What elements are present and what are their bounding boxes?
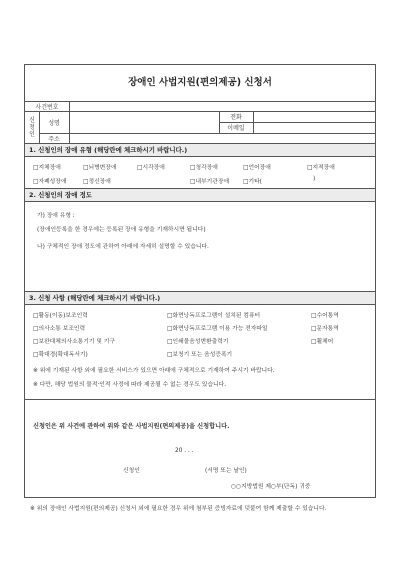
- declaration-divider: [25, 399, 375, 400]
- section3-note: ※ 위에 기재된 사항 외에 필요한 서비스가 있으면 아래에 구체적으로 기재하여 주시기 바랍니다.: [33, 368, 275, 374]
- checkbox-option[interactable]: □언어장애: [243, 165, 271, 171]
- form-title: 장애인 사법지원(편의제공) 신청서: [25, 65, 375, 102]
- applicant-info-table: [25, 101, 375, 143]
- checkbox-option[interactable]: □자폐성장애: [33, 179, 67, 185]
- name-field[interactable]: [69, 111, 219, 133]
- disability-type-note: (장애인등록을 한 경우에는 등록된 장애 유형을 기재하시면 됩니다): [37, 227, 206, 233]
- request-option[interactable]: □인쇄물음성변환출력기: [167, 339, 229, 345]
- email-field[interactable]: [253, 122, 375, 133]
- application-form: [24, 64, 376, 498]
- section1-heading: 1. 신청인의 장애 유형 (해당란에 체크하시기 바랍니다.): [25, 143, 375, 157]
- section3-note: ※ 다만, 해당 법원의 물적‧인적 사정에 따라 제공될 수 없는 경우도 있습니다.: [33, 382, 227, 388]
- table-divider: [69, 101, 70, 143]
- table-divider: [253, 111, 254, 133]
- section2-heading: 2. 신청인의 장애 정도: [25, 188, 375, 202]
- name-label: 성명: [48, 119, 60, 127]
- section3-heading: 3. 신청 사항 (해당란에 체크하시기 바랍니다.): [25, 291, 375, 305]
- request-option[interactable]: □휠체어: [311, 339, 334, 345]
- case-number-field[interactable]: [69, 101, 375, 111]
- checkbox-option[interactable]: □시각장애: [137, 165, 165, 171]
- request-option[interactable]: □화면낭독프로그램 이용 가능 전자파일: [167, 326, 268, 332]
- applicant-group-char: 인: [29, 130, 35, 138]
- checkbox-option[interactable]: □뇌병변장애: [83, 165, 117, 171]
- other-close-paren: ): [313, 176, 316, 182]
- table-divider: [39, 133, 375, 134]
- applicant-group-char: 신: [29, 116, 35, 124]
- checkbox-option[interactable]: □청각장애: [190, 165, 218, 171]
- phone-field[interactable]: [253, 111, 375, 122]
- table-divider: [219, 122, 375, 123]
- applicant-group-label: [25, 111, 39, 143]
- case-number-label: 사건번호: [35, 103, 59, 111]
- request-option[interactable]: □보청기 또는 음성증폭기: [167, 352, 233, 358]
- checkbox-option[interactable]: □지적장애: [307, 165, 335, 171]
- applicant-group-char: 청: [29, 123, 35, 131]
- request-option[interactable]: □활동(이동)보조인력: [33, 313, 88, 319]
- checkbox-option[interactable]: □내부기관장애: [190, 179, 230, 185]
- request-option[interactable]: □의사소통 보조인력: [33, 326, 86, 332]
- court-addressee: ○○지방법원 제○부(단독) 귀중: [231, 484, 311, 490]
- checkbox-option[interactable]: □지체장애: [33, 165, 61, 171]
- signature-field[interactable]: (서명 또는 날인): [205, 468, 247, 474]
- request-option[interactable]: □수어통역: [311, 313, 339, 319]
- checkbox-option[interactable]: □정신장애: [83, 179, 111, 185]
- request-option[interactable]: □화면낭독프로그램이 설치된 컴퓨터: [167, 313, 261, 319]
- applicant-sign-label: 신청인: [123, 468, 140, 474]
- request-option[interactable]: □확대경(확대독서기): [33, 352, 88, 358]
- table-divider: [25, 111, 375, 112]
- email-label: 이메일: [227, 125, 245, 132]
- address-field[interactable]: [69, 133, 375, 143]
- table-divider: [219, 111, 220, 133]
- request-option[interactable]: □문자통역: [311, 326, 339, 332]
- table-divider: [39, 111, 40, 143]
- address-label: 주소: [48, 135, 60, 143]
- request-option[interactable]: □보완대체의사소통기기 및 기구: [33, 339, 115, 345]
- disability-degree-line: 나) 구체적인 장애 정도에 관하여 아래에 자세히 설명할 수 있습니다.: [37, 244, 209, 250]
- phone-label: 전화: [230, 114, 242, 121]
- footnote: ※ 위의 장애인 사법지원(편의제공) 신청서 외에 필요한 경우 위에 첨부된 증빙자료에 덧붙여 함께 제출할 수 있습니다.: [30, 506, 327, 512]
- checkbox-option[interactable]: □기타(: [243, 179, 262, 185]
- declaration-statement: 신청인은 위 사건에 관하여 위와 같은 사법지원(편의제공)을 신청합니다.: [33, 423, 230, 430]
- disability-type-line: 가) 장애 유형 :: [37, 213, 75, 219]
- date-line: 20 . . .: [175, 448, 194, 454]
